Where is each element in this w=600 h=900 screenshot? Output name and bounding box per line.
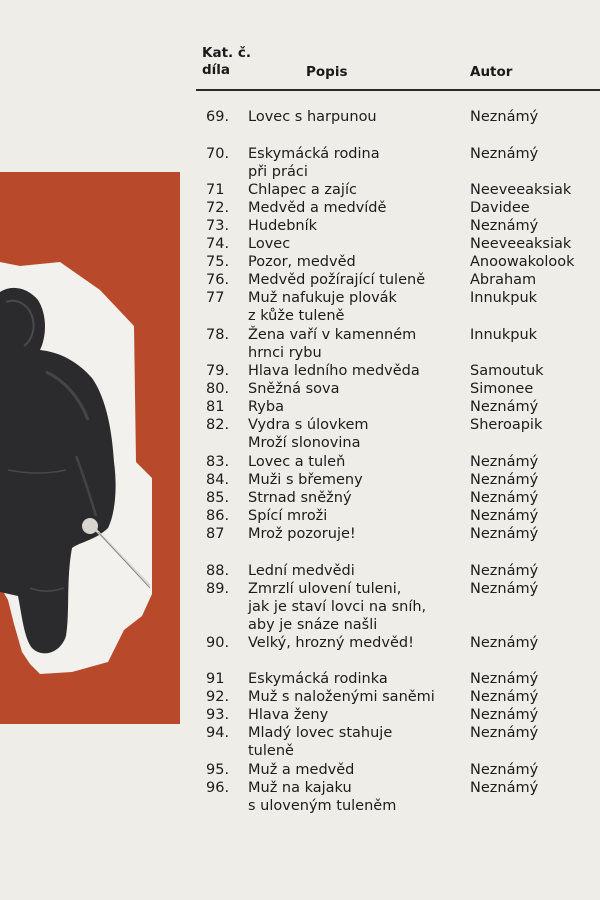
description-line: Medvěd a medvídě [248, 200, 387, 216]
catalog-number: 73. [206, 218, 230, 234]
catalog-number: 86. [206, 508, 230, 524]
description-line: Muži s břemeny [248, 472, 363, 488]
item-description [248, 199, 386, 217]
item-author: Neznámý [470, 146, 539, 162]
catalog-number: 79. [206, 363, 230, 379]
description-line: Spící mroži [248, 508, 328, 524]
item-author: Neznámý [470, 725, 539, 741]
catalog-rows [196, 0, 600, 900]
catalog-number: 71 [206, 182, 225, 198]
item-description [248, 326, 416, 362]
item-author: Simonee [470, 381, 534, 397]
item-description [248, 253, 356, 271]
description-line: Lední medvědi [248, 563, 355, 579]
catalog-number: 87 [206, 526, 225, 542]
item-description [248, 471, 363, 489]
item-description [248, 181, 357, 199]
description-line: Pozor, medvěd [248, 254, 356, 270]
item-author: Neznámý [470, 472, 539, 488]
item-author: Anoowakolook [470, 254, 575, 270]
description-line: Muž na kajaku [248, 780, 352, 796]
description-line: Žena vaří v kamenném [248, 327, 417, 343]
description-line: z kůže tuleně [248, 308, 345, 324]
item-author: Neeveeaksiak [470, 182, 572, 198]
item-description [248, 289, 397, 325]
catalog-number: 91 [206, 671, 225, 687]
item-description [248, 271, 425, 289]
column-header-catalog-number: Kat. č. díla [202, 45, 251, 78]
description-line: Medvěd požírající tuleně [248, 272, 426, 288]
item-author: Neznámý [470, 454, 539, 470]
item-description [248, 724, 392, 760]
item-description [248, 580, 426, 634]
description-line: Mladý lovec stahuje [248, 725, 393, 741]
catalog-number: 88. [206, 563, 230, 579]
item-author: Neznámý [470, 109, 539, 125]
item-author: Neznámý [470, 581, 539, 597]
description-line: Lovec s harpunou [248, 109, 377, 125]
item-description [248, 562, 355, 580]
catalog-number: 90. [206, 635, 230, 651]
item-author: Neznámý [470, 490, 539, 506]
sculpture-photo [0, 0, 200, 900]
catalog-number: 74. [206, 236, 230, 252]
item-author: Neeveeaksiak [470, 236, 572, 252]
description-line: s uloveným tuleněm [248, 798, 397, 814]
item-author: Innukpuk [470, 327, 538, 343]
item-author: Neznámý [470, 399, 539, 415]
item-description [248, 634, 414, 652]
item-author: Neznámý [470, 526, 539, 542]
description-line: Zmrzlí ulovení tuleni, [248, 581, 402, 597]
catalog-number: 80. [206, 381, 230, 397]
column-header-description: Popis [306, 64, 348, 80]
description-line: Sněžná sova [248, 381, 340, 397]
description-line: aby je snáze našli [248, 617, 378, 633]
catalog-number: 92. [206, 689, 230, 705]
description-line: Strnad sněžný [248, 490, 352, 506]
description-line: Muž a medvěd [248, 762, 355, 778]
catalog-number: 70. [206, 146, 230, 162]
catalog-number: 96. [206, 780, 230, 796]
item-description [248, 398, 284, 416]
description-line: Vydra s úlovkem [248, 417, 369, 433]
item-description [248, 688, 435, 706]
catalog-number: 89. [206, 581, 230, 597]
item-author: Neznámý [470, 671, 539, 687]
item-description [248, 507, 327, 525]
description-line: hrnci rybu [248, 345, 322, 361]
item-author: Neznámý [470, 707, 539, 723]
description-line: Hudebník [248, 218, 318, 234]
description-line: Mrož pozoruje! [248, 526, 356, 542]
description-line: Ryba [248, 399, 284, 415]
catalog-number: 77 [206, 290, 225, 306]
description-line: Hlava ledního medvěda [248, 363, 420, 379]
item-author: Neznámý [470, 563, 539, 579]
item-description [248, 217, 317, 235]
item-description [248, 761, 354, 779]
item-description [248, 706, 328, 724]
item-description [248, 670, 388, 688]
column-header-author: Autor [470, 64, 513, 80]
catalog-number: 93. [206, 707, 230, 723]
description-line: Eskymácká rodina [248, 146, 380, 162]
item-description [248, 380, 340, 398]
item-author: Neznámý [470, 762, 539, 778]
description-line: jak je staví lovci na sníh, [248, 599, 427, 615]
item-author: Davidee [470, 200, 530, 216]
catalog-number: 83. [206, 454, 230, 470]
description-line: Muž s naloženými saněmi [248, 689, 435, 705]
catalog-number: 72. [206, 200, 230, 216]
catalog-number: 95. [206, 762, 230, 778]
description-line: Chlapec a zajíc [248, 182, 357, 198]
catalog-number: 82. [206, 417, 230, 433]
item-description [248, 525, 356, 543]
item-description [248, 145, 380, 181]
catalog-number: 94. [206, 725, 230, 741]
item-description [248, 108, 377, 126]
item-description [248, 453, 345, 471]
description-line: Velký, hrozný medvěd! [248, 635, 414, 651]
item-author: Innukpuk [470, 290, 538, 306]
description-line: tuleně [248, 743, 294, 759]
item-description [248, 416, 369, 452]
description-line: Muž nafukuje plovák [248, 290, 397, 306]
item-author: Samoutuk [470, 363, 544, 379]
catalog-table [196, 0, 600, 900]
item-author: Sheroapik [470, 417, 543, 433]
description-line: Mroží slonovina [248, 435, 361, 451]
catalog-number: 76. [206, 272, 230, 288]
item-description [248, 489, 352, 507]
catalog-number: 75. [206, 254, 230, 270]
catalog-number: 69. [206, 109, 230, 125]
item-description [248, 779, 396, 815]
item-author: Neznámý [470, 218, 539, 234]
description-line: při práci [248, 164, 308, 180]
description-line: Eskymácká rodinka [248, 671, 388, 687]
description-line: Lovec a tuleň [248, 454, 346, 470]
catalog-number: 85. [206, 490, 230, 506]
catalog-number: 78. [206, 327, 230, 343]
item-author: Abraham [470, 272, 537, 288]
item-author: Neznámý [470, 780, 539, 796]
description-line: Hlava ženy [248, 707, 329, 723]
item-author: Neznámý [470, 508, 539, 524]
item-author: Neznámý [470, 635, 539, 651]
description-line: Lovec [248, 236, 291, 252]
item-author: Neznámý [470, 689, 539, 705]
catalog-number: 81 [206, 399, 225, 415]
item-description [248, 362, 420, 380]
catalog-number: 84. [206, 472, 230, 488]
item-description [248, 235, 290, 253]
